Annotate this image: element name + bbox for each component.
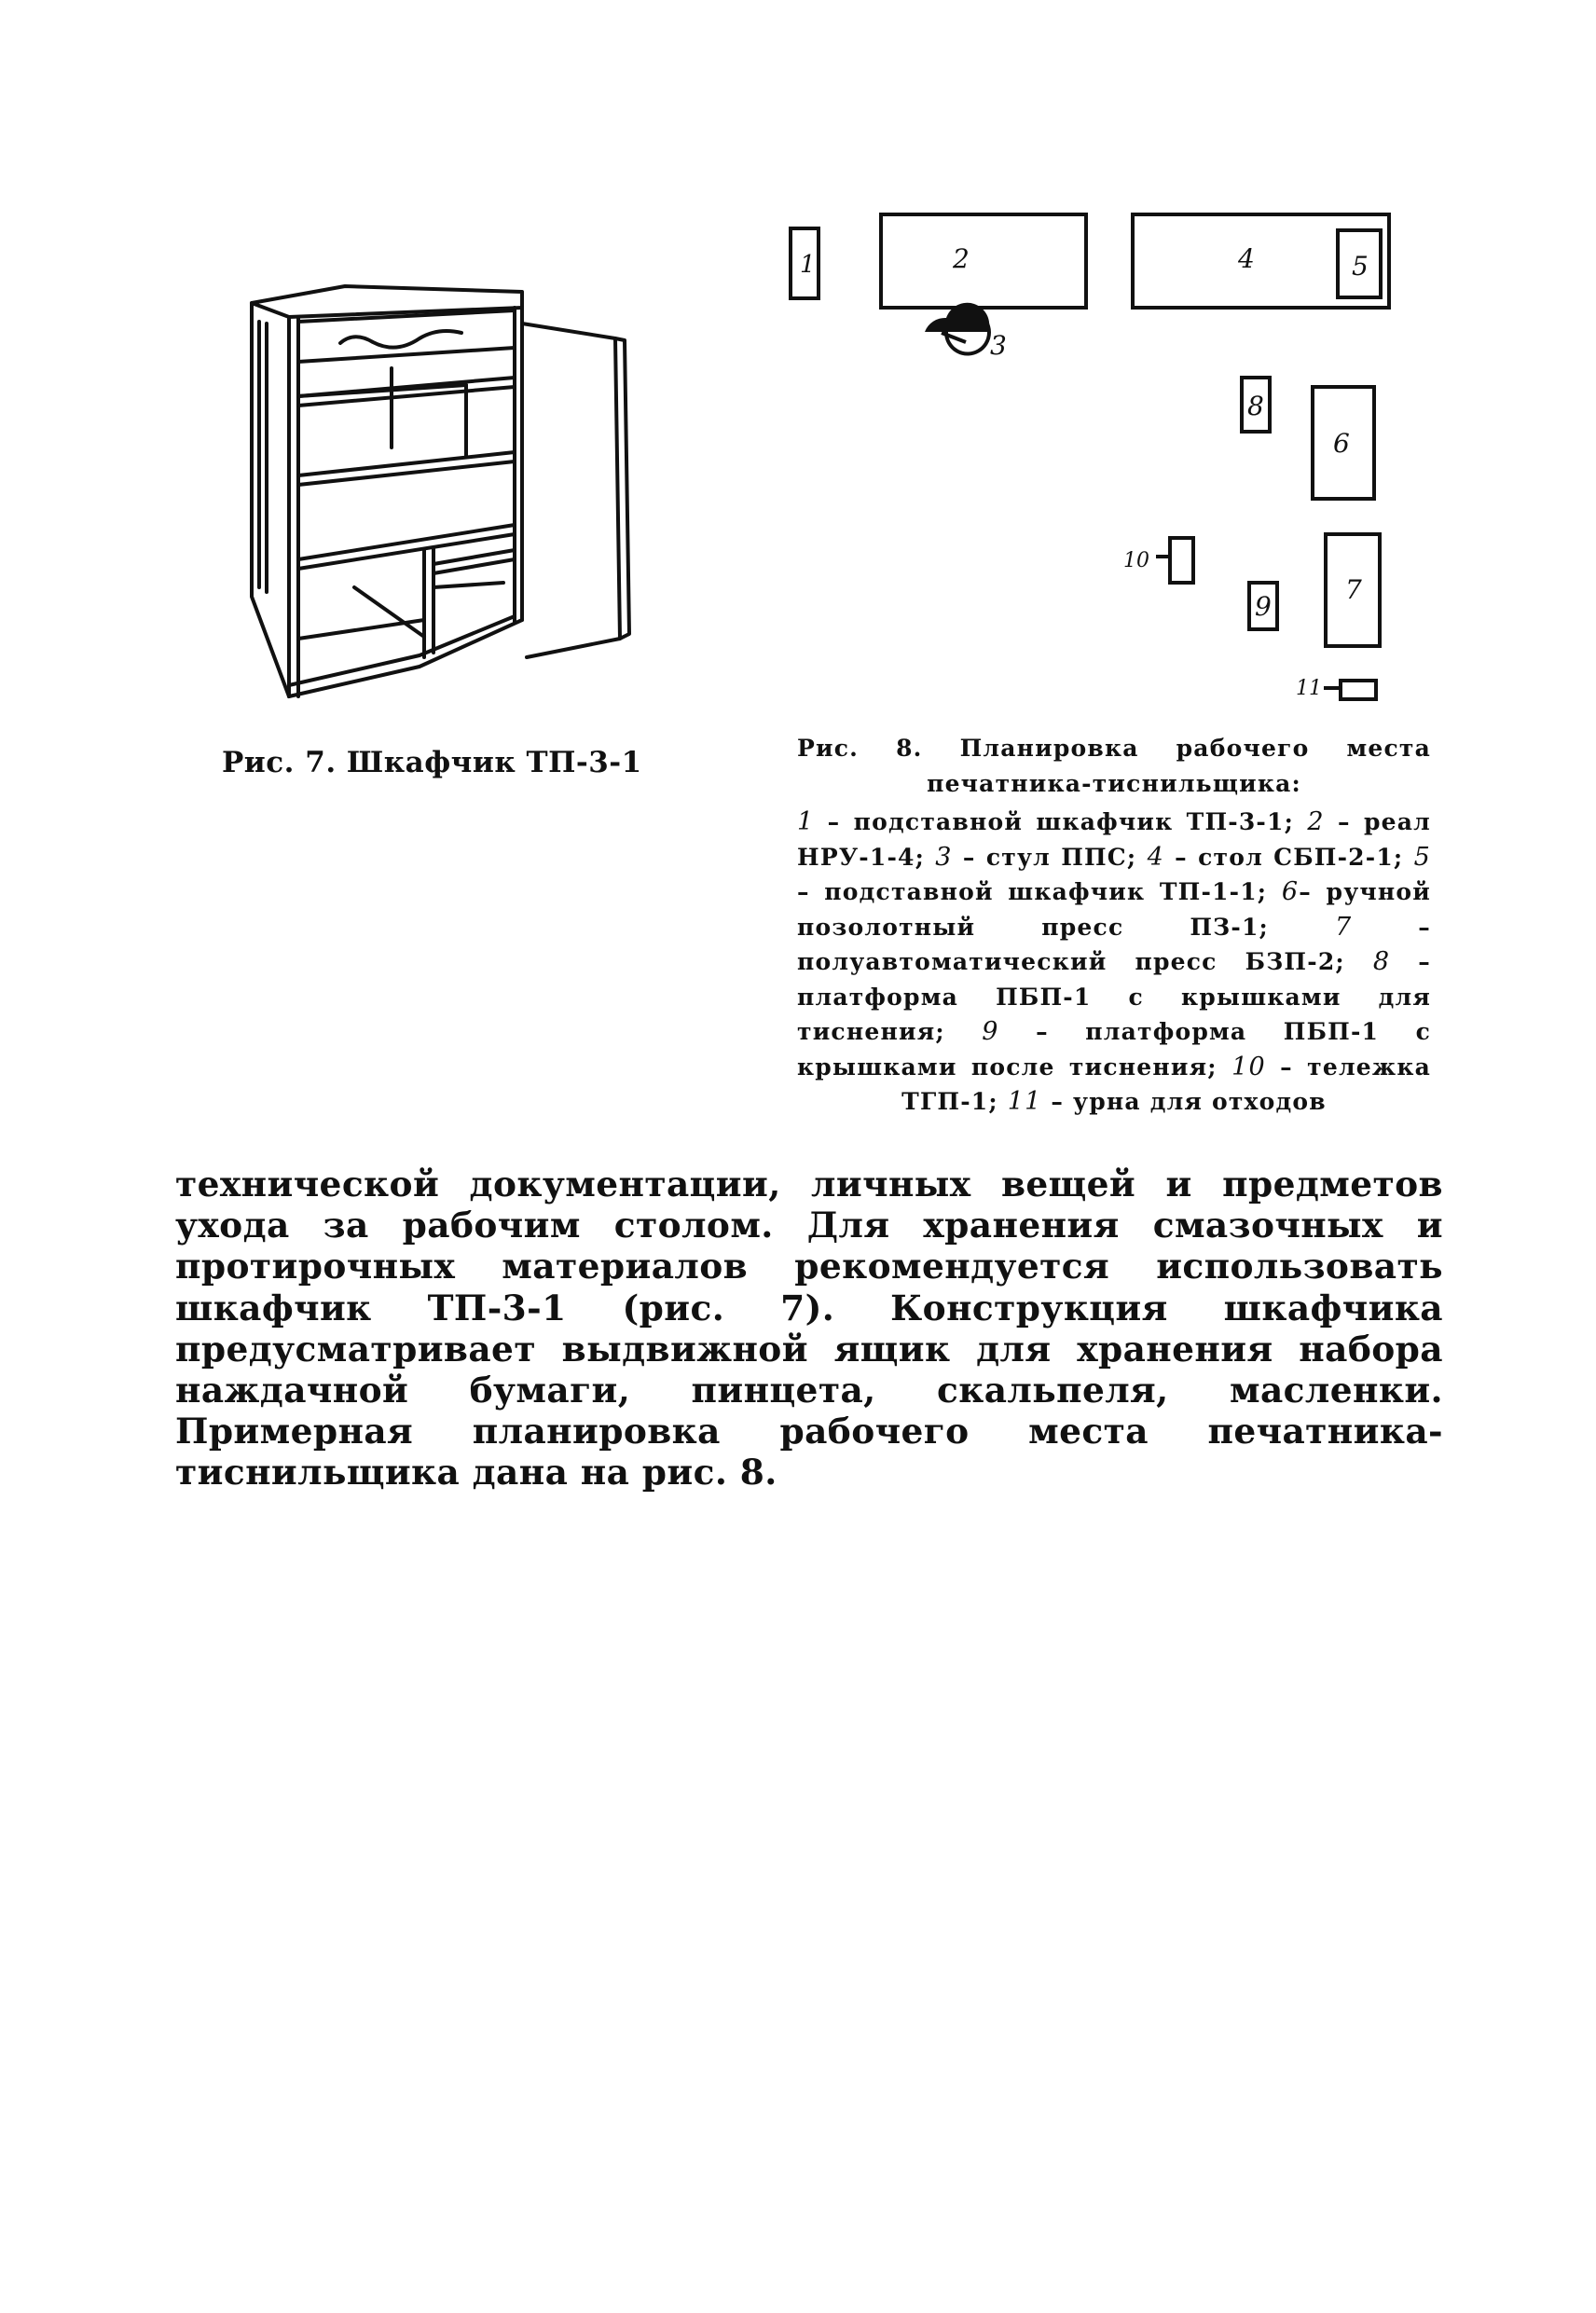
plan-label-8: 8 xyxy=(1247,391,1264,421)
figure-7 xyxy=(224,266,681,713)
legend-item: 4 – стол СБП-2-1; xyxy=(1147,842,1404,872)
figure-8-legend xyxy=(797,805,1431,1120)
figure-8-caption xyxy=(797,731,1431,1120)
legend-item: 2 – реал НРУ-1-4; xyxy=(797,807,1432,871)
plan-label-4: 4 xyxy=(1238,243,1255,274)
plan-item-10 xyxy=(1170,538,1193,583)
figure-8-plan xyxy=(774,200,1426,723)
plan-label-9: 9 xyxy=(1255,591,1272,622)
plan-item-11 xyxy=(1341,681,1376,699)
legend-item: 1 – подставной шкафчик ТП-3-1; xyxy=(797,807,1295,836)
plan-label-11: 11 xyxy=(1296,677,1322,700)
legend-item: 11 – урна для отходов xyxy=(1007,1087,1327,1116)
legend-item: 5 – подставной шкафчик ТП-1-1; xyxy=(797,842,1431,905)
body-paragraph: технической документации, личных вещей и предметов ухода за рабочим столом. Для хранения смазочных и протирочных материалов рекомендуется использовать шкафчик ТП-3-1 (рис. 7). Конструкция шкафчика предусматривает выдвижной ящик для хранения набора наждачной бумаги, пинцета, скальпеля, масленки. Примерная планировка рабочего места печатника-тиснильщика дана на рис. 8. xyxy=(175,1163,1443,1494)
cabinet-illustration xyxy=(224,266,681,713)
figure-7-caption: Рис. 7. Шкафчик ТП-3-1 xyxy=(222,746,642,779)
plan-label-7: 7 xyxy=(1345,574,1362,605)
figure-8-caption-title: Рис. 8. Планировка рабочего места печатника-тиснильщика: xyxy=(797,735,1431,797)
legend-item: 3 – стул ППС; xyxy=(935,842,1137,872)
legend-item: 7 – полуавтоматический пресс БЗП-2; xyxy=(797,912,1432,975)
plan-label-2: 2 xyxy=(953,243,970,274)
plan-label-10: 10 xyxy=(1123,549,1149,572)
plan-label-6: 6 xyxy=(1333,428,1350,459)
plan-label-3: 3 xyxy=(990,330,1007,361)
legend-item: 9 – платформа ПБП-1 с крышками после тиснения; xyxy=(797,1017,1431,1081)
legend-item: 6– ручной позолотный пресс ПЗ-1; xyxy=(797,877,1432,941)
legend-item: 8 – платформа ПБП-1 с крышками для тиснения; xyxy=(797,947,1431,1045)
plan-label-1: 1 xyxy=(800,251,816,279)
legend-item: 10 – тележка ТГП-1; xyxy=(901,1052,1431,1115)
plan-label-5: 5 xyxy=(1352,251,1369,282)
plan-item-2 xyxy=(881,214,1086,308)
